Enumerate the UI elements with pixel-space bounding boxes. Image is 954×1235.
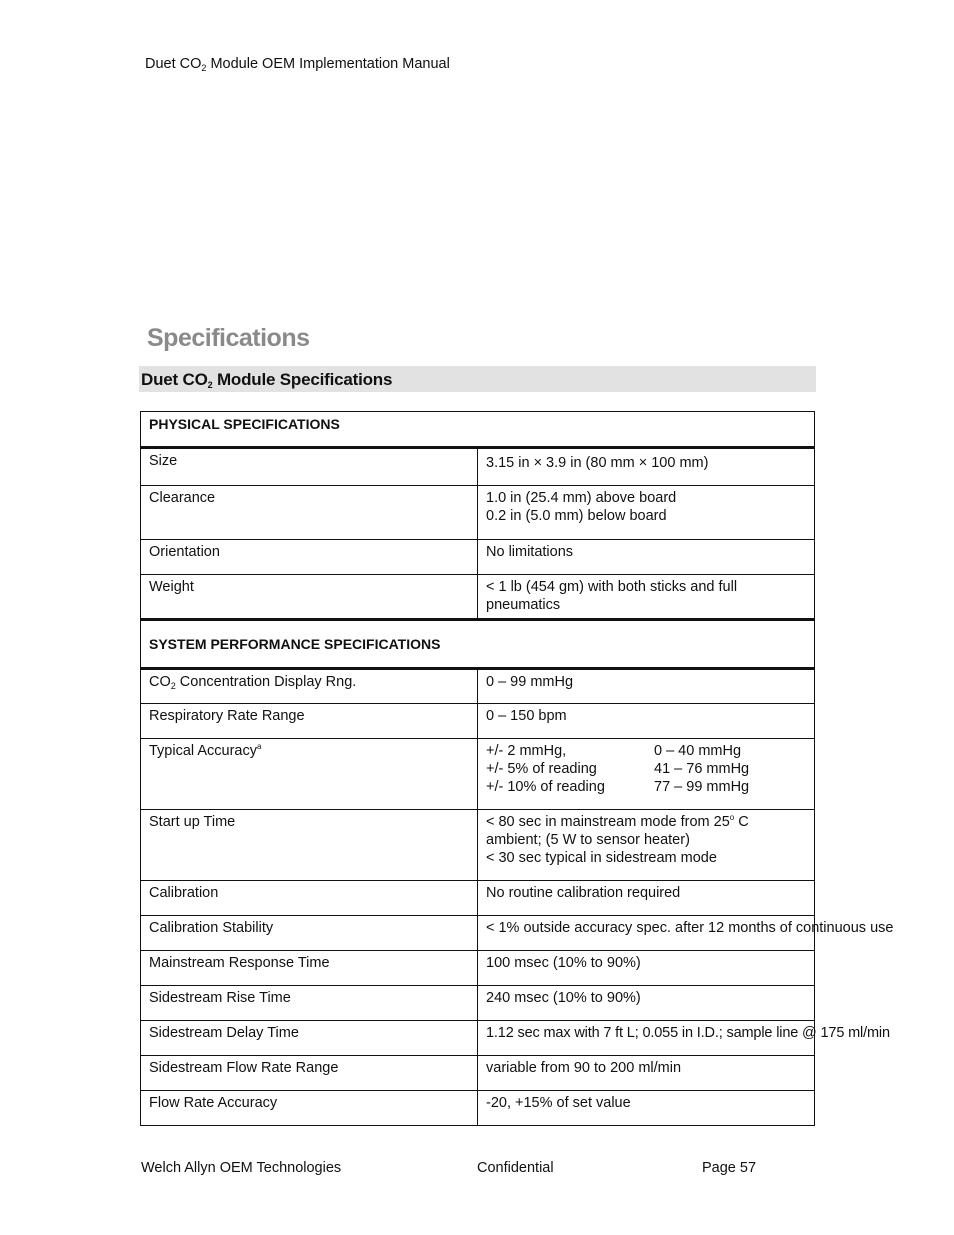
table-row [141, 951, 815, 986]
footer-page-number: Page 57 [702, 1160, 757, 1176]
table-row [141, 669, 815, 704]
row-label: Calibration [141, 881, 478, 916]
accuracy-tolerance: +/- 5% of reading [486, 761, 597, 777]
row-value: No limitations [478, 540, 815, 575]
footer-left: Welch Allyn OEM Technologies [141, 1160, 342, 1176]
value-line: 0.2 in (5.0 mm) below board [486, 508, 667, 524]
accuracy-range: 77 – 99 mmHg [654, 779, 750, 795]
table-row [141, 986, 815, 1021]
row-label: Sidestream Flow Rate Range [141, 1056, 478, 1091]
physical-heading-row [141, 412, 815, 448]
table-row [141, 881, 815, 916]
table-row [141, 1091, 815, 1126]
table-row [141, 916, 815, 951]
label-text-rest: Concentration Display Rng. [175, 674, 357, 690]
physical-heading: PHYSICAL SPECIFICATIONS [141, 412, 815, 448]
table-row [141, 448, 815, 486]
row-value [478, 810, 815, 881]
accuracy-range: 41 – 76 mmHg [654, 761, 750, 777]
specifications-table [140, 411, 894, 1126]
row-value [478, 739, 815, 810]
row-label: Calibration Stability [141, 916, 478, 951]
row-label: Clearance [141, 486, 478, 540]
table-row [141, 486, 815, 540]
subheading-text-rest: Module Specifications [212, 370, 393, 389]
accuracy-line [486, 742, 806, 760]
row-label: Sidestream Rise Time [141, 986, 478, 1021]
row-value: 240 msec (10% to 90%) [478, 986, 815, 1021]
row-label: Start up Time [141, 810, 478, 881]
table-row [141, 704, 815, 739]
label-text: CO [149, 674, 171, 690]
subheading-text: Duet CO [141, 370, 208, 389]
footnote-marker: a [257, 742, 262, 751]
row-label: Mainstream Response Time [141, 951, 478, 986]
row-value: variable from 90 to 200 ml/min [478, 1056, 815, 1091]
row-label [141, 739, 478, 810]
header-text: Duet CO [145, 56, 202, 72]
row-value: < 1% outside accuracy spec. after 12 months of continuous use [478, 916, 815, 951]
table-subheading [139, 366, 816, 392]
footer-center: Confidential [477, 1160, 554, 1176]
accuracy-line [486, 778, 806, 796]
value-line: < 30 sec typical in sidestream mode [486, 850, 717, 866]
accuracy-tolerance: +/- 2 mmHg, [486, 743, 567, 759]
degree-marker: o [729, 813, 735, 822]
row-label: Weight [141, 575, 478, 620]
row-value: 0 – 99 mmHg [478, 669, 815, 704]
row-value: No routine calibration required [478, 881, 815, 916]
table-row [141, 1056, 815, 1091]
row-label [141, 669, 478, 704]
row-value [478, 486, 815, 540]
row-value: 1.12 sec max with 7 ft L; 0.055 in I.D.; sample line @ 175 ml/min [478, 1021, 815, 1056]
table-row [141, 810, 815, 881]
row-label: Size [141, 448, 478, 486]
table-row [141, 1021, 815, 1056]
running-header [145, 56, 450, 72]
accuracy-range: 0 – 40 mmHg [654, 743, 742, 759]
row-label: Respiratory Rate Range [141, 704, 478, 739]
row-label: Orientation [141, 540, 478, 575]
row-value: 100 msec (10% to 90%) [478, 951, 815, 986]
value-text: < 80 sec in mainstream mode from 25 [486, 814, 730, 830]
value-line [486, 813, 806, 849]
table-row [141, 739, 815, 810]
table-row [141, 575, 815, 620]
accuracy-tolerance: +/- 10% of reading [486, 779, 605, 795]
label-text: Typical Accuracy [149, 743, 257, 759]
table-row [141, 540, 815, 575]
row-value: -20, +15% of set value [478, 1091, 815, 1126]
header-text-rest: Module OEM Implementation Manual [206, 56, 450, 72]
row-label: Flow Rate Accuracy [141, 1091, 478, 1126]
subheading-subscript: 2 [207, 380, 213, 390]
section-title: Specifications [147, 324, 310, 352]
value-text-rest: C ambient; (5 W to sensor heater) [486, 814, 749, 848]
row-value: < 1 lb (454 gm) with both sticks and full pneumatics [478, 575, 815, 620]
value-line: 1.0 in (25.4 mm) above board [486, 490, 677, 506]
row-value: 0 – 150 bpm [478, 704, 815, 739]
header-subscript: 2 [201, 63, 207, 73]
performance-heading-row [141, 620, 815, 669]
row-label: Sidestream Delay Time [141, 1021, 478, 1056]
row-value: 3.15 in × 3.9 in (80 mm × 100 mm) [478, 448, 815, 486]
accuracy-line [486, 760, 806, 778]
performance-heading: SYSTEM PERFORMANCE SPECIFICATIONS [141, 620, 815, 669]
label-subscript: 2 [170, 681, 176, 691]
